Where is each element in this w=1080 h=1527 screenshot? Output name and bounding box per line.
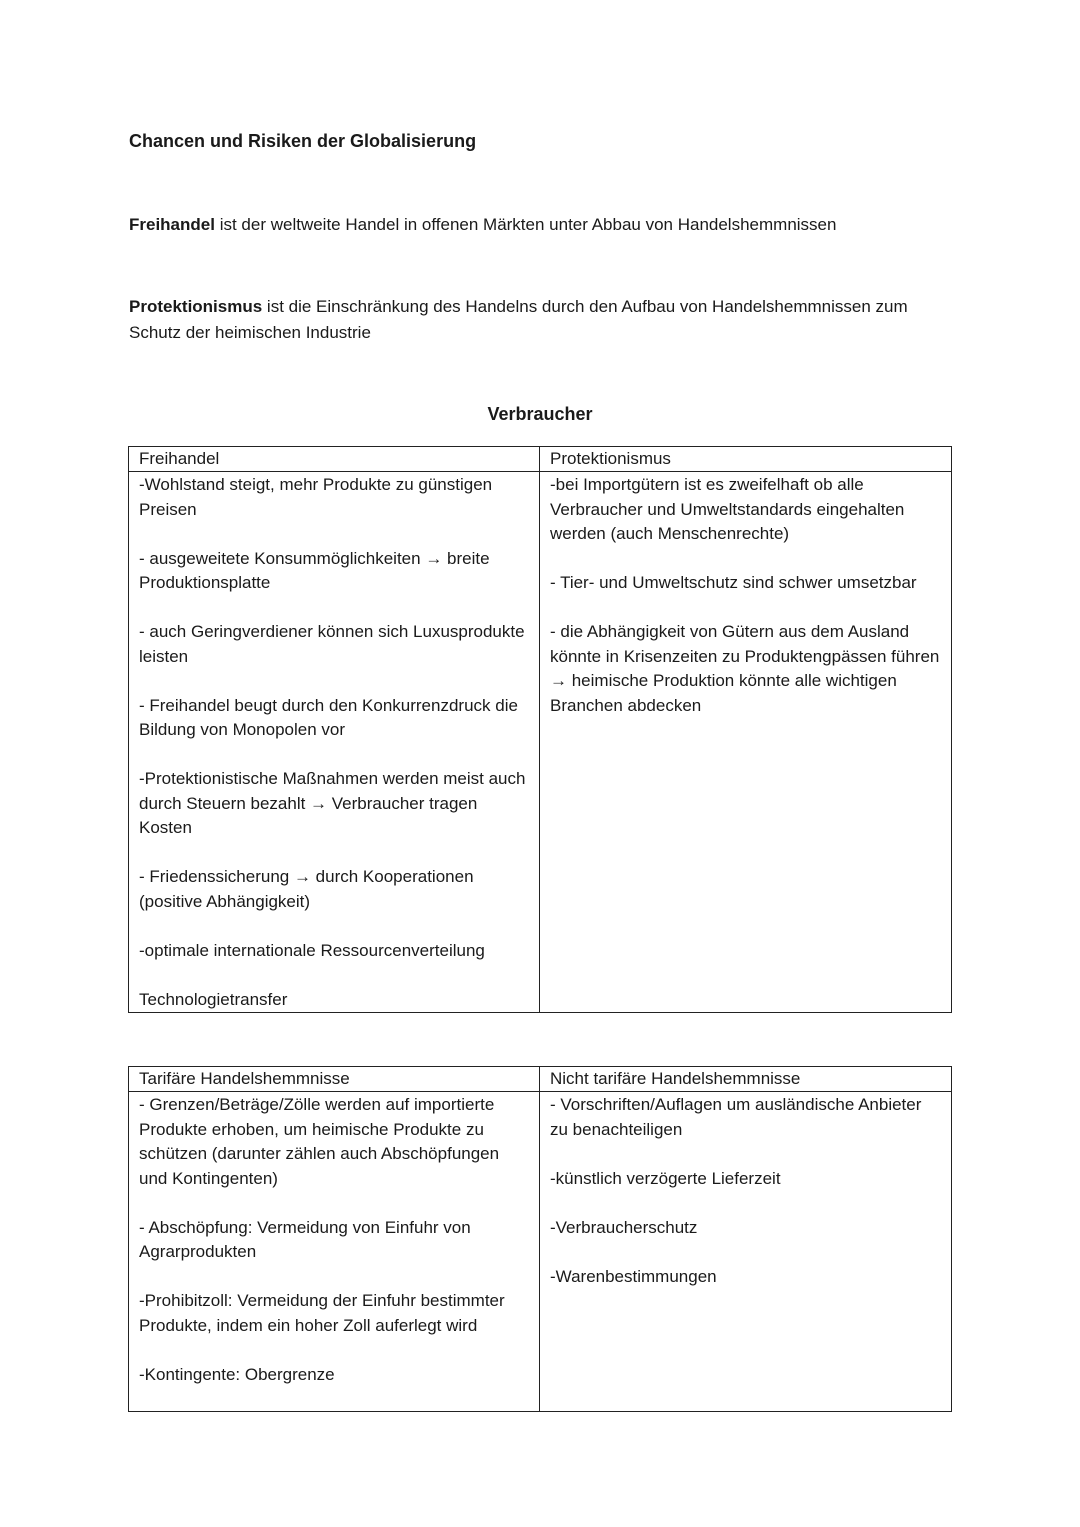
table-header-row bbox=[129, 1067, 952, 1092]
section-heading-verbraucher: Verbraucher bbox=[487, 404, 593, 424]
list-item: -Warenbestimmungen bbox=[550, 1266, 717, 1286]
list-item: - Friedenssicherung → durch Kooperationen (positive Abhängigkeit) bbox=[139, 867, 474, 911]
list-item: - Tier- und Umweltschutz sind schwer umsetzbar bbox=[550, 573, 917, 592]
definition-text: ist die Einschränkung des Handelns durch den Aufbau von Handelshemmnissen zum Schutz der heimischen Industrie bbox=[129, 297, 908, 342]
table-row bbox=[129, 472, 952, 1013]
verbraucher-table bbox=[128, 446, 952, 1013]
definition-protektionismus bbox=[129, 294, 959, 346]
list-item: - ausgeweitete Konsummöglichkeiten → breite Produktionsplatte bbox=[139, 548, 490, 592]
definition-term: Protektionismus bbox=[129, 297, 263, 316]
list-item: -künstlich verzögerte Lieferzeit bbox=[550, 1168, 781, 1188]
definition-text: ist der weltweite Handel in offenen Märkten unter Abbau von Handelshemmnissen bbox=[214, 215, 837, 234]
definition-freihandel bbox=[129, 212, 959, 238]
list-item: - Vorschriften/Auflagen um ausländische Anbieter zu benachteiligen bbox=[550, 1095, 922, 1139]
list-item: -Prohibitzoll: Vermeidung der Einfuhr bestimmter Produkte, indem ein hoher Zoll auferlegt wird bbox=[139, 1291, 505, 1335]
table-header-row bbox=[129, 447, 952, 472]
list-item: - Abschöpfung: Vermeidung von Einfuhr von Agrarprodukten bbox=[139, 1217, 471, 1261]
list-item: - die Abhängigkeit von Gütern aus dem Ausland könnte in Krisenzeiten zu Produktengpässen führen → heimische Produktion könnte alle wichtigen Branchen abdecken bbox=[550, 622, 940, 715]
list-item: Technologietransfer bbox=[139, 989, 288, 1009]
column-header-nicht-tarifaer: Nicht tarifäre Handelshemmnisse bbox=[540, 1067, 952, 1092]
column-header-freihandel: Freihandel bbox=[129, 447, 540, 472]
cell-tarifaer-list bbox=[129, 1092, 540, 1412]
list-item: -optimale internationale Ressourcenverteilung bbox=[139, 940, 485, 960]
column-header-protektionismus: Protektionismus bbox=[540, 447, 952, 472]
list-item: - Grenzen/Beträge/Zölle werden auf importierte Produkte erhoben, um heimische Produkte zu schützen (darunter zählen auch Abschöpfungen und Kontingenten) bbox=[139, 1095, 500, 1188]
handelshemmnisse-table bbox=[128, 1066, 952, 1412]
cell-nicht-tarifaer-list bbox=[540, 1092, 952, 1412]
cell-protektionismus-list bbox=[540, 472, 952, 1013]
definition-term: Freihandel bbox=[129, 215, 215, 234]
list-item: -Wohlstand steigt, mehr Produkte zu günstigen Preisen bbox=[139, 475, 493, 519]
list-item: -Verbraucherschutz bbox=[550, 1217, 698, 1237]
table-row bbox=[129, 1092, 952, 1412]
list-item: - auch Geringverdiener können sich Luxusprodukte leisten bbox=[139, 622, 525, 666]
list-item: -Protektionistische Maßnahmen werden meist auch durch Steuern bezahlt → Verbraucher tragen Kosten bbox=[139, 769, 526, 837]
column-header-tarifaer: Tarifäre Handelshemmnisse bbox=[129, 1067, 540, 1092]
cell-freihandel-list bbox=[129, 472, 540, 1013]
list-item: -Kontingente: Obergrenze bbox=[139, 1364, 335, 1384]
document-title: Chancen und Risiken der Globalisierung bbox=[129, 131, 477, 151]
list-item: -bei Importgütern ist es zweifelhaft ob alle Verbraucher und Umweltstandards eingehalten werden (auch Menschenrechte) bbox=[550, 475, 905, 543]
list-item: - Freihandel beugt durch den Konkurrenzdruck die Bildung von Monopolen vor bbox=[139, 695, 518, 739]
